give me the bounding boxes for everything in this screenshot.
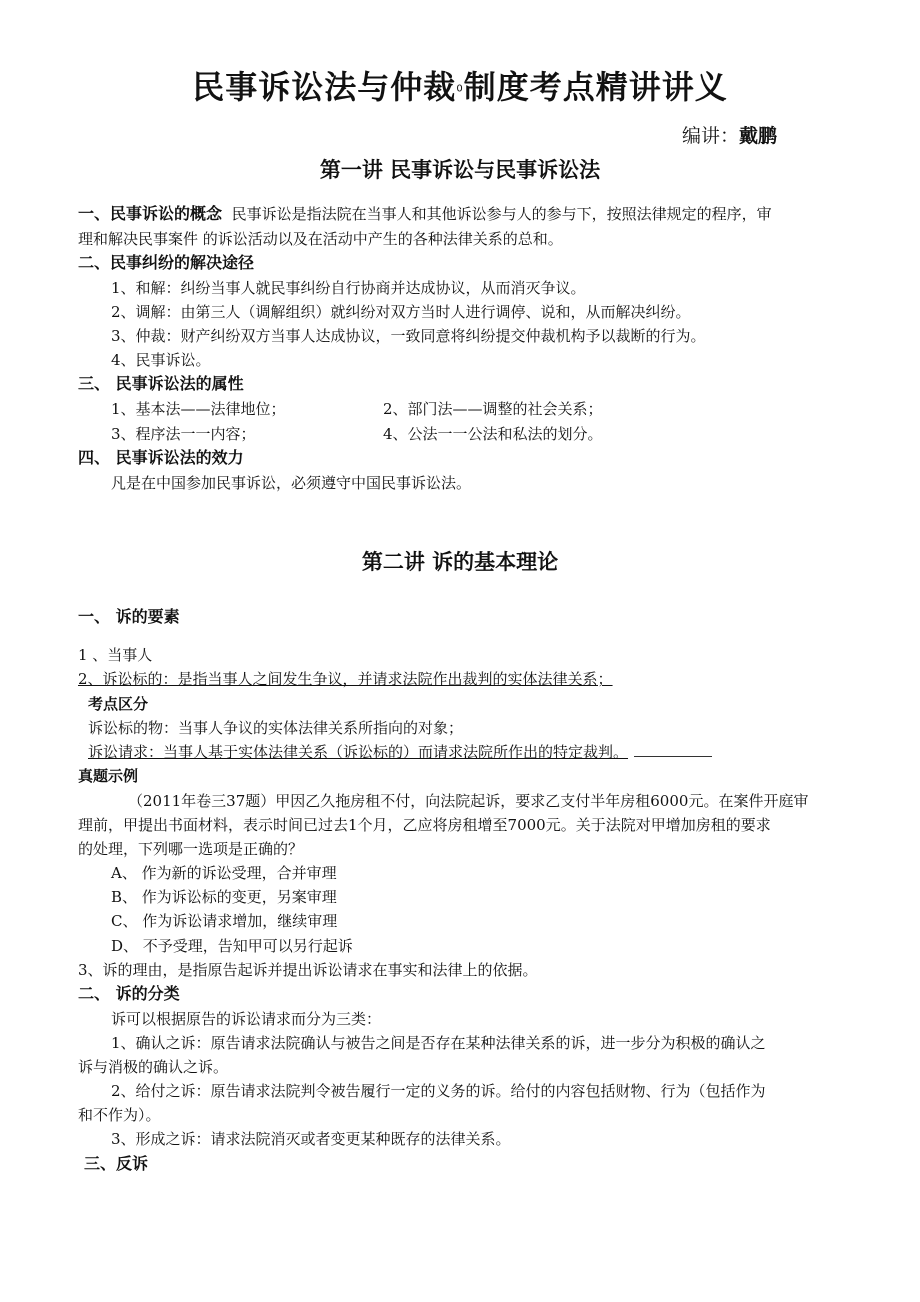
exam-option: D、 不予受理，告知甲可以另行起诉 [111,937,353,955]
author-line: 编讲：戴鹏 [682,125,778,147]
document-title: 民事诉讼法与仲裁0制度考点精讲讲义 [192,68,728,106]
paragraph: 1、确认之诉：原告请求法院确认与被告之间是否存在某种法律关系的诉，进一步分为积极的确认之 [111,1034,766,1052]
list-item: 3、仲裁：财产纠纷双方当事人达成协议，一致同意将纠纷提交仲裁机构予以裁断的行为。 [111,327,706,345]
paragraph: 3、形成之诉：请求法院消灭或者变更某种既存的法律关系。 [111,1130,511,1148]
paragraph: 诉与消极的确认之诉。 [78,1058,229,1076]
list-item: 4、公法一一公法和私法的划分。 [383,425,603,443]
list-item: 1、基本法——法律地位； [111,400,286,418]
lecture2-section-3-title: 三、反诉 [84,1154,149,1173]
lecture2-section-1-title: 一、 诉的要素 [78,607,180,626]
exam-question-text: （2011年卷三37题）甲因乙久拖房租不付，向法院起诉，要求乙支付半年房租6000元。在案件开庭审 [128,792,809,810]
list-item: 2、调解：由第三人（调解组织）就纠纷对双方当时人进行调停、说和，从而解决纠纷。 [111,303,691,321]
exam-question-text: 理前，甲提出书面材料，表示时间已过去1个月，乙应将房租增至7000元。关于法院对甲增加房租的要求 [78,816,771,834]
lecture-1-heading: 第一讲 民事诉讼与民事诉讼法 [319,158,601,182]
lecture1-section-4-title: 四、 民事诉讼法的效力 [78,448,244,467]
paragraph: 和不作为）。 [78,1106,161,1124]
list-item: 1、和解：纠纷当事人就民事纠纷自行协商并达成协议，从而消灭争议。 [111,279,586,297]
lecture-2-heading: 第二讲 诉的基本理论 [361,550,559,574]
author-name: 戴鹏 [739,125,778,147]
lecture1-section-4-text: 凡是在中国参加民事诉讼，必须遵守中国民事诉讼法。 [111,474,472,492]
lecture1-section-3-title: 三、 民事诉讼法的属性 [78,374,244,393]
lecture1-section-2-title: 二、民事纠纷的解决途径 [78,253,255,272]
paragraph: 诉可以根据原告的诉讼请求而分为三类： [111,1010,382,1028]
list-item: 1 、当事人 [78,646,153,664]
list-item: 2、诉讼标的：是指当事人之间发生争议，并请求法院作出裁判的实体法律关系； [78,670,613,688]
list-item: 3、程序法一一内容； [111,425,256,443]
list-item: 4、民事诉讼。 [111,351,211,369]
exam-example-title: 真题示例 [78,767,139,785]
exam-question-text: 的处理，下列哪一选项是正确的？ [78,840,304,858]
lecture1-section-1: 一、民事诉讼的概念 民事诉讼是指法院在当事人和其他诉讼参与人的参与下，按照法律规定的程序，审 [78,204,772,223]
list-item: 2、部门法——调整的社会关系； [383,400,603,418]
exam-option: C、 作为诉讼请求增加，继续审理 [111,912,338,930]
lecture2-section-2-title: 二、 诉的分类 [78,984,180,1003]
key-point-line: 诉讼请求：当事人基于实体法律关系（诉讼标的）而请求法院所作出的特定裁判。 [88,742,712,762]
key-point-title: 考点区分 [88,695,149,713]
exam-option: A、 作为新的诉讼受理，合并审理 [111,864,337,882]
lecture1-section-1-cont: 理和解决民事案件 的诉讼活动以及在活动中产生的各种法律关系的总和。 [78,230,563,248]
exam-option: B、 作为诉讼标的变更，另案审理 [111,888,337,906]
list-item: 3、诉的理由，是指原告起诉并提出诉讼请求在事实和法律上的依据。 [78,961,538,979]
paragraph: 2、给付之诉：原告请求法院判令被告履行一定的义务的诉。给付的内容包括财物、行为（包括作为 [111,1082,766,1100]
key-point-line: 诉讼标的物：当事人争议的实体法律关系所指向的对象； [88,719,464,737]
